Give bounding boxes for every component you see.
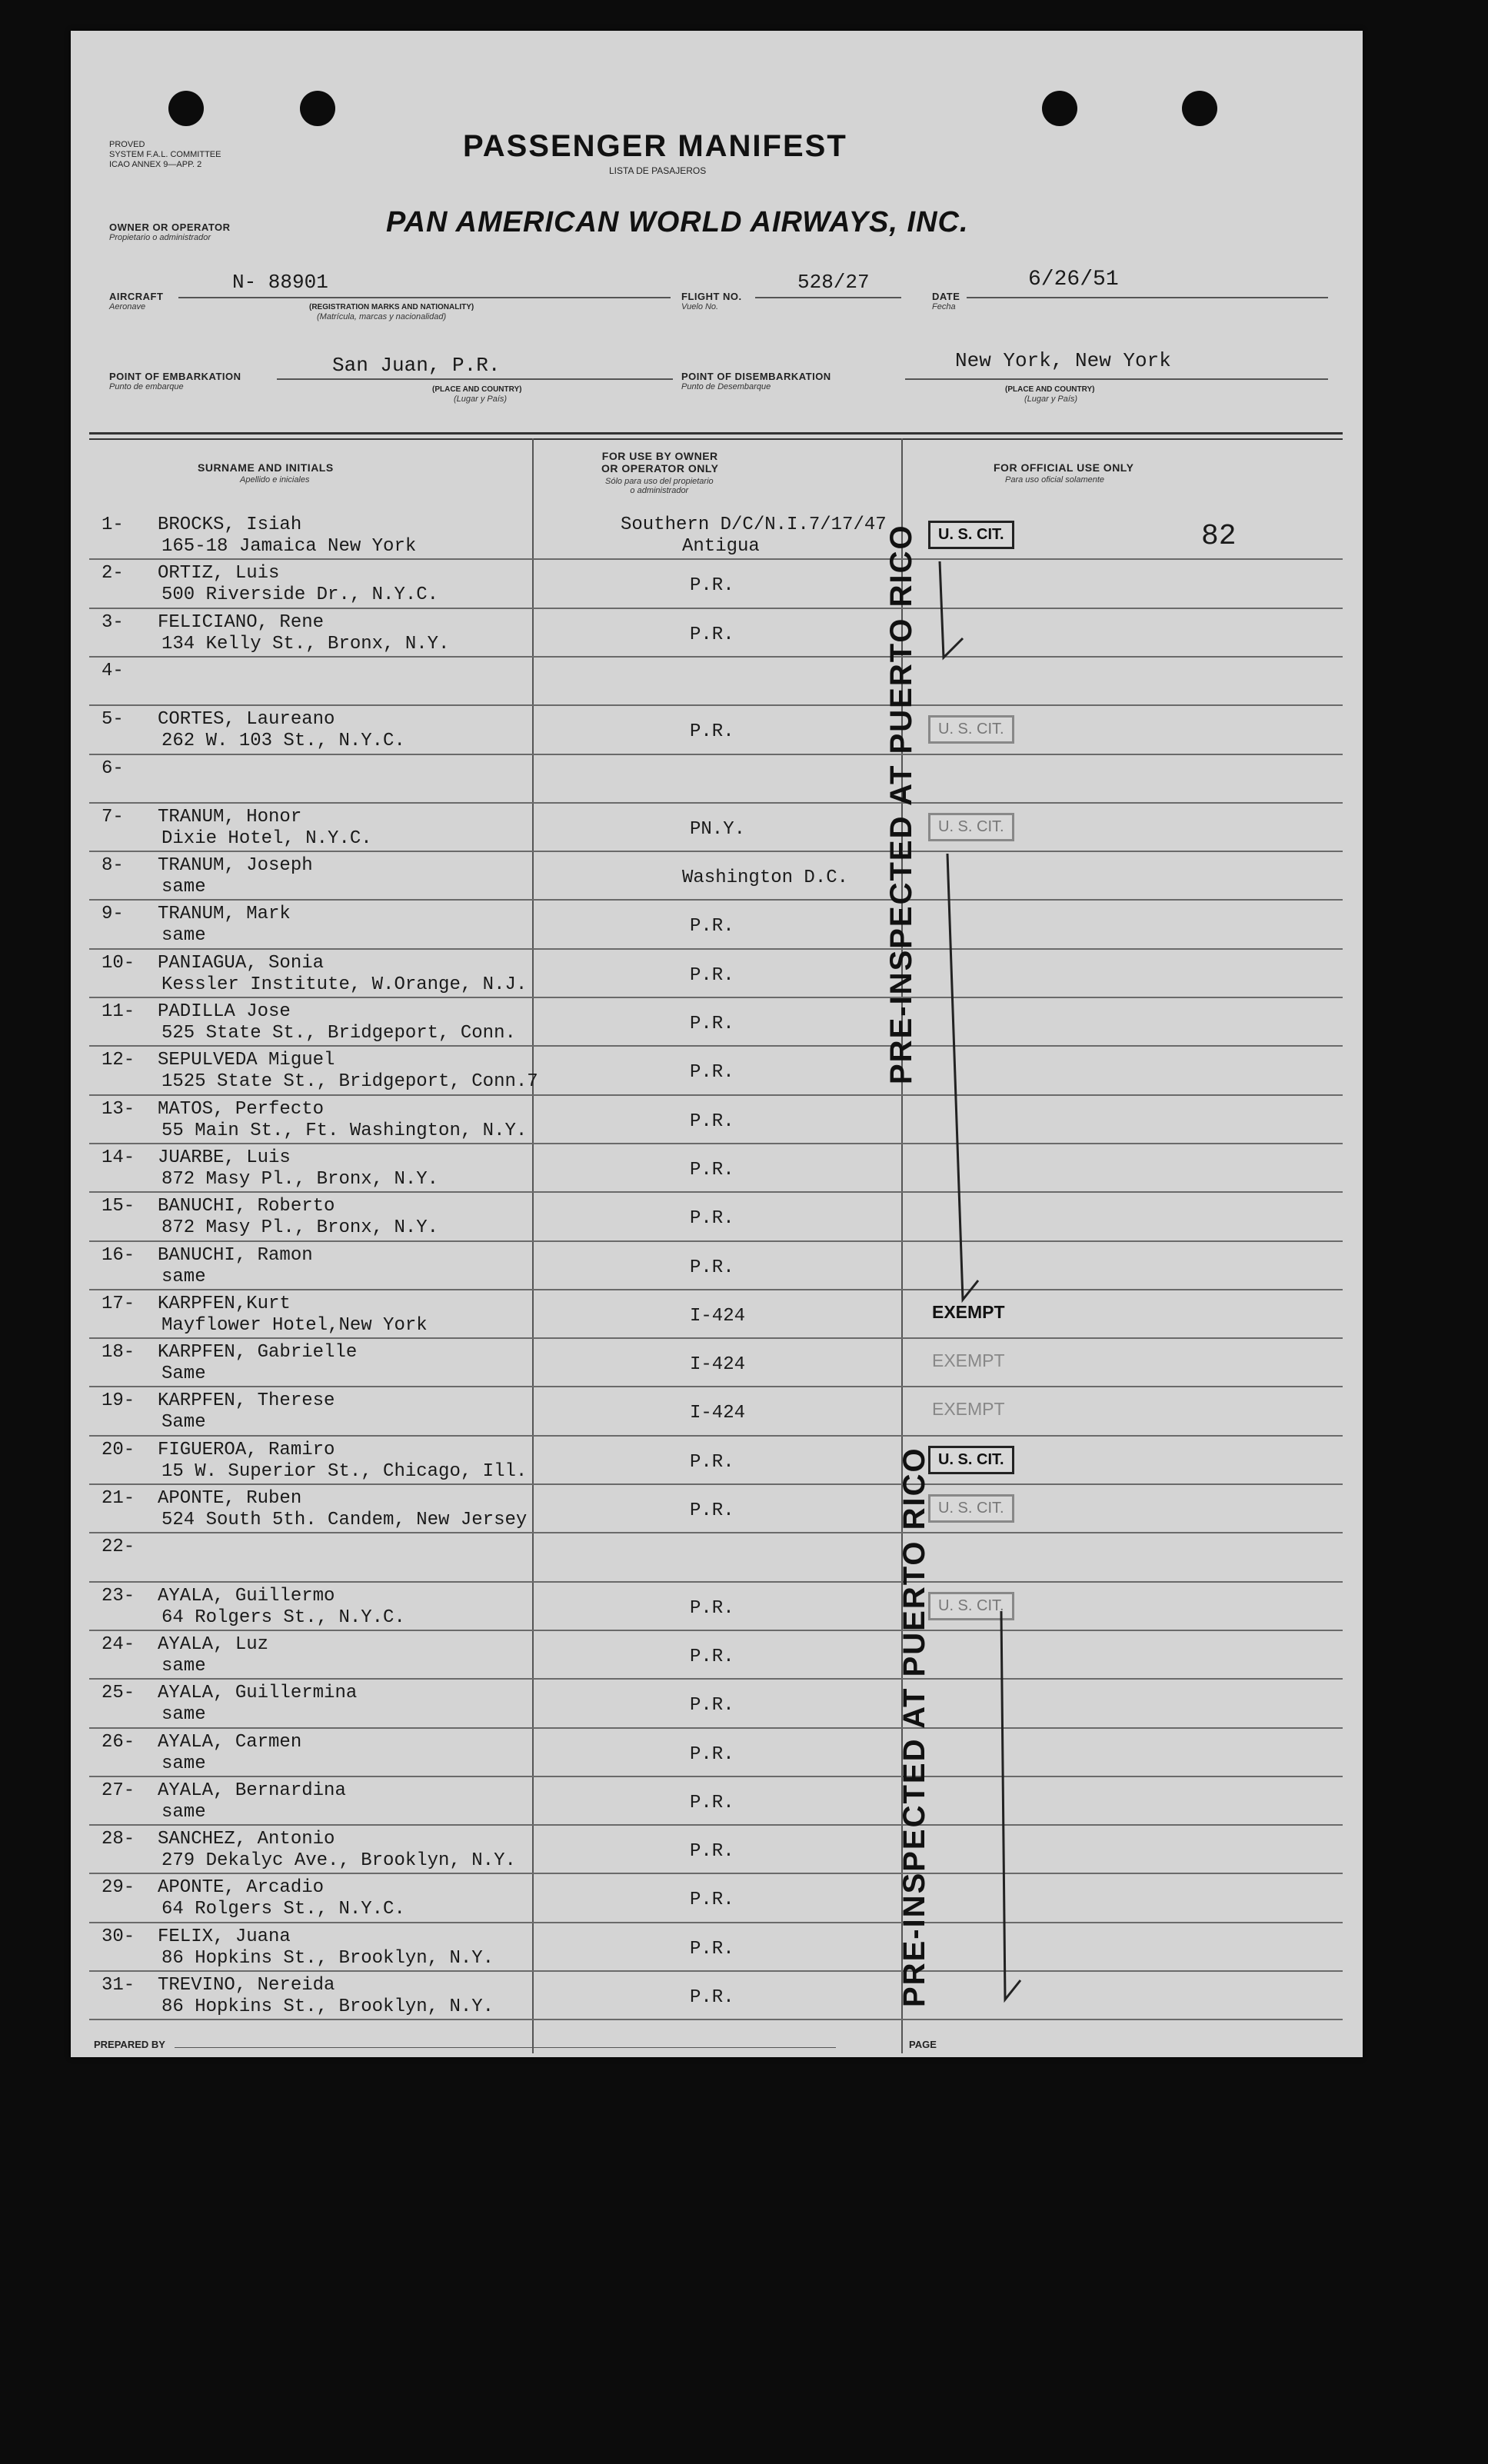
- aircraft-label-es: Aeronave: [109, 302, 146, 311]
- passenger-name: CORTES, Laureano: [158, 709, 335, 731]
- owner-code: P.R.: [690, 721, 734, 743]
- row-number: 3-: [102, 611, 124, 633]
- passenger-address: 64 Rolgers St., N.Y.C.: [161, 1607, 405, 1628]
- manifest-title-es: LISTA DE PASAJEROS: [609, 165, 707, 176]
- official-stamp: EXEMPT: [932, 1301, 1005, 1322]
- embark-label: POINT OF EMBARKATION: [109, 371, 241, 382]
- passenger-address: same: [161, 1753, 206, 1774]
- official-stamp: U. S. CIT.: [928, 521, 1014, 549]
- row-divider: [89, 1873, 1343, 1874]
- row-divider: [89, 754, 1343, 755]
- row-number: 30-: [102, 1926, 135, 1947]
- passenger-name: APONTE, Ruben: [158, 1488, 302, 1509]
- owner-code: P.R.: [690, 1792, 734, 1813]
- passenger-address: 86 Hopkins St., Brooklyn, N.Y.: [161, 1996, 494, 2017]
- passenger-address: 86 Hopkins St., Brooklyn, N.Y.: [161, 1947, 494, 1969]
- owner-code: P.R.: [690, 1695, 734, 1716]
- passenger-name: TRANUM, Honor: [158, 806, 302, 827]
- row-number: 6-: [102, 758, 124, 779]
- passenger-address: same: [161, 1801, 206, 1823]
- col-owner-header: FOR USE BY OWNER OR OPERATOR ONLY: [601, 450, 719, 474]
- owner-code: P.R.: [690, 1987, 734, 2008]
- passenger-name: AYALA, Guillermo: [158, 1585, 335, 1607]
- row-divider: [89, 1678, 1343, 1680]
- embark-value: San Juan, P.R.: [332, 354, 501, 377]
- passenger-address: 525 State St., Bridgeport, Conn.: [161, 1023, 516, 1044]
- official-use-marks: [901, 531, 1055, 2053]
- owner-code: P.R.: [690, 1743, 734, 1765]
- owner-label-es: Propietario o administrador: [109, 233, 211, 242]
- row-divider: [89, 2019, 1343, 2020]
- punch-hole: [168, 91, 204, 126]
- row-number: 13-: [102, 1098, 135, 1120]
- row-number: 22-: [102, 1537, 135, 1558]
- official-count: 82: [1201, 520, 1237, 553]
- passenger-name: FELICIANO, Rene: [158, 611, 325, 633]
- passenger-address: same: [161, 1704, 206, 1726]
- registration-note: (REGISTRATION MARKS AND NATIONALITY): [309, 303, 474, 311]
- row-divider: [89, 1386, 1343, 1387]
- owner-code: P.R.: [690, 1597, 734, 1619]
- row-number: 17-: [102, 1293, 135, 1314]
- passenger-name: FIGUEROA, Ramiro: [158, 1439, 335, 1460]
- row-divider: [89, 851, 1343, 852]
- owner-code: P.R.: [690, 624, 734, 645]
- owner-code: P.R.: [690, 1159, 734, 1180]
- passenger-name: TREVINO, Nereida: [158, 1975, 335, 1996]
- flight-label: FLIGHT NO.: [681, 291, 742, 302]
- owner-code: P.R.: [690, 1110, 734, 1132]
- owner-code: P.R.: [690, 1208, 734, 1230]
- punch-hole: [1042, 91, 1077, 126]
- row-number: 16-: [102, 1244, 135, 1266]
- row-divider: [89, 899, 1343, 901]
- passenger-name: BROCKS, Isiah: [158, 514, 302, 535]
- passenger-address: 262 W. 103 St., N.Y.C.: [161, 731, 405, 752]
- row-divider: [89, 704, 1343, 706]
- manifest-document: [71, 31, 1363, 2057]
- airline-name: PAN AMERICAN WORLD AIRWAYS, INC.: [386, 206, 969, 238]
- owner-code: Antigua: [682, 536, 760, 557]
- row-number: 29-: [102, 1877, 135, 1899]
- page-label: PAGE: [909, 2039, 937, 2050]
- passenger-address: 15 W. Superior St., Chicago, Ill.: [161, 1460, 528, 1482]
- owner-code: Washington D.C.: [682, 867, 849, 889]
- owner-code: P.R.: [690, 1451, 734, 1473]
- col-owner-header-es: Sólo para uso del propietario o administrador: [605, 477, 714, 495]
- preinspected-stamp-bottom: PRE-INSPECTED AT PUERTO RICO: [897, 1447, 931, 2007]
- row-divider: [89, 1045, 1343, 1047]
- row-divider: [89, 1922, 1343, 1923]
- passenger-name: SANCHEZ, Antonio: [158, 1829, 335, 1850]
- passenger-address: 872 Masy Pl., Bronx, N.Y.: [161, 1168, 439, 1190]
- row-number: 11-: [102, 1001, 135, 1022]
- row-number: 4-: [102, 660, 124, 681]
- official-stamp: EXEMPT: [932, 1350, 1005, 1371]
- owner-code: P.R.: [690, 1841, 734, 1863]
- owner-code: I-424: [690, 1403, 746, 1424]
- col-surname-header-es: Apellido e iniciales: [240, 475, 310, 484]
- official-stamp: U. S. CIT.: [928, 813, 1014, 841]
- row-number: 23-: [102, 1585, 135, 1607]
- row-number: 12-: [102, 1050, 135, 1071]
- row-divider: [89, 1581, 1343, 1583]
- aircraft-label: AIRCRAFT: [109, 291, 164, 302]
- row-number: 1-: [102, 514, 124, 535]
- passenger-name: AYALA, Guillermina: [158, 1683, 358, 1704]
- passenger-name: KARPFEN, Therese: [158, 1390, 335, 1412]
- row-number: 27-: [102, 1780, 135, 1801]
- row-divider: [89, 1970, 1343, 1972]
- passenger-address: same: [161, 1655, 206, 1677]
- aircraft-value: N- 88901: [232, 271, 328, 294]
- punch-hole: [1182, 91, 1217, 126]
- row-number: 25-: [102, 1683, 135, 1704]
- passenger-address: 64 Rolgers St., N.Y.C.: [161, 1899, 405, 1920]
- owner-code: P.R.: [690, 575, 734, 597]
- passenger-name: TRANUM, Mark: [158, 904, 291, 925]
- passenger-address: same: [161, 925, 206, 947]
- row-divider: [89, 1240, 1343, 1242]
- passenger-address: Kessler Institute, W.Orange, N.J.: [161, 974, 528, 995]
- date-label: DATE: [932, 291, 960, 302]
- row-divider: [89, 558, 1343, 560]
- row-divider: [89, 948, 1343, 950]
- row-number: 24-: [102, 1633, 135, 1655]
- owner-code: I-424: [690, 1354, 746, 1376]
- passenger-name: KARPFEN,Kurt: [158, 1293, 291, 1314]
- owner-code: P.R.: [690, 1646, 734, 1667]
- passenger-address: Same: [161, 1364, 206, 1385]
- punch-hole: [300, 91, 335, 126]
- row-divider: [89, 802, 1343, 804]
- row-number: 21-: [102, 1488, 135, 1509]
- row-divider: [89, 997, 1343, 998]
- passenger-address: 1525 State St., Bridgeport, Conn.7: [161, 1071, 538, 1093]
- owner-code: PN.Y.: [690, 818, 746, 840]
- passenger-address: same: [161, 1266, 206, 1287]
- passenger-address: Mayflower Hotel,New York: [161, 1314, 428, 1336]
- row-number: 10-: [102, 952, 135, 974]
- passenger-name: AYALA, Luz: [158, 1633, 269, 1655]
- col-official-header: FOR OFFICIAL USE ONLY: [994, 461, 1134, 474]
- col-official-header-es: Para uso oficial solamente: [1005, 475, 1105, 484]
- official-stamp: U. S. CIT.: [928, 715, 1014, 744]
- col-surname-header: SURNAME AND INITIALS: [198, 461, 334, 474]
- row-number: 31-: [102, 1975, 135, 1996]
- passenger-name: KARPFEN, Gabrielle: [158, 1342, 358, 1364]
- passenger-name: APONTE, Arcadio: [158, 1877, 325, 1899]
- owner-code: P.R.: [690, 1890, 734, 1911]
- row-divider: [89, 1824, 1343, 1826]
- row-number: 26-: [102, 1731, 135, 1753]
- row-number: 15-: [102, 1196, 135, 1217]
- row-divider: [89, 1191, 1343, 1193]
- row-number: 19-: [102, 1390, 135, 1412]
- row-divider: [89, 608, 1343, 609]
- registration-note-es: (Matrícula, marcas y nacionalidad): [317, 312, 447, 321]
- passenger-name: ORTIZ, Luis: [158, 563, 280, 584]
- flight-value: 528/27: [797, 271, 870, 294]
- row-divider: [89, 1630, 1343, 1631]
- owner-label: OWNER OR OPERATOR: [109, 221, 231, 233]
- date-value: 6/26/51: [1028, 268, 1119, 291]
- preinspected-stamp-top: PRE-INSPECTED AT PUERTO RICO: [884, 524, 918, 1084]
- owner-code: P.R.: [690, 1938, 734, 1960]
- row-number: 2-: [102, 563, 124, 584]
- passenger-name: BANUCHI, Ramon: [158, 1244, 313, 1266]
- row-number: 14-: [102, 1147, 135, 1168]
- row-number: 8-: [102, 855, 124, 877]
- passenger-address: 134 Kelly St., Bronx, N.Y.: [161, 633, 450, 654]
- official-stamp: U. S. CIT.: [928, 1592, 1014, 1620]
- flight-label-es: Vuelo No.: [681, 302, 719, 311]
- row-divider: [89, 1094, 1343, 1096]
- passenger-address: Same: [161, 1412, 206, 1433]
- official-stamp: U. S. CIT.: [928, 1446, 1014, 1474]
- owner-note: Southern D/C/N.I.7/17/47: [621, 514, 887, 535]
- official-stamp: U. S. CIT.: [928, 1494, 1014, 1523]
- official-stamp: EXEMPT: [932, 1399, 1005, 1420]
- passenger-name: FELIX, Juana: [158, 1926, 291, 1947]
- row-number: 28-: [102, 1829, 135, 1850]
- row-divider: [89, 1776, 1343, 1777]
- prepared-by-label: PREPARED BY: [94, 2039, 165, 2050]
- owner-code: P.R.: [690, 1014, 734, 1034]
- owner-code: P.R.: [690, 1062, 734, 1084]
- row-number: 20-: [102, 1439, 135, 1460]
- passenger-name: TRANUM, Joseph: [158, 855, 313, 877]
- passenger-address: 872 Masy Pl., Bronx, N.Y.: [161, 1217, 439, 1239]
- disembark-label-es: Punto de Desembarque: [681, 382, 771, 391]
- passenger-name: SEPULVEDA Miguel: [158, 1050, 335, 1071]
- disembark-label: POINT OF DISEMBARKATION: [681, 371, 831, 382]
- row-divider: [89, 1337, 1343, 1339]
- row-divider: [89, 1143, 1343, 1144]
- passenger-name: BANUCHI, Roberto: [158, 1196, 335, 1217]
- row-divider: [89, 1289, 1343, 1290]
- row-divider: [89, 656, 1343, 658]
- passenger-address: Dixie Hotel, N.Y.C.: [161, 827, 372, 849]
- date-label-es: Fecha: [932, 302, 956, 311]
- disembark-value: New York, New York: [955, 349, 1171, 372]
- passenger-address: 524 South 5th. Candem, New Jersey: [161, 1510, 528, 1530]
- passenger-name: PANIAGUA, Sonia: [158, 952, 325, 974]
- row-number: 18-: [102, 1342, 135, 1364]
- owner-code: I-424: [690, 1305, 746, 1327]
- owner-code: P.R.: [690, 964, 734, 986]
- passenger-name: JUARBE, Luis: [158, 1147, 291, 1168]
- row-divider: [89, 1727, 1343, 1729]
- row-divider: [89, 1532, 1343, 1533]
- owner-code: P.R.: [690, 1257, 734, 1278]
- row-number: 7-: [102, 806, 124, 827]
- disembark-place-note: (PLACE AND COUNTRY): [1005, 385, 1095, 394]
- passenger-name: AYALA, Bernardina: [158, 1780, 346, 1801]
- owner-code: P.R.: [690, 916, 734, 937]
- embark-place-note-es: (Lugar y País): [454, 395, 508, 404]
- manifest-title: PASSENGER MANIFEST: [463, 129, 847, 163]
- row-divider: [89, 1483, 1343, 1485]
- owner-code: P.R.: [690, 1500, 734, 1521]
- row-number: 5-: [102, 709, 124, 731]
- row-number: 9-: [102, 904, 124, 925]
- embark-label-es: Punto de embarque: [109, 382, 184, 391]
- passenger-address: 55 Main St., Ft. Washington, N.Y.: [161, 1120, 528, 1141]
- approval-note: PROVED SYSTEM F.A.L. COMMITTEE ICAO ANNEX 9—APP. 2: [109, 140, 221, 169]
- passenger-address: same: [161, 877, 206, 898]
- passenger-name: AYALA, Carmen: [158, 1731, 302, 1753]
- embark-place-note: (PLACE AND COUNTRY): [432, 385, 522, 394]
- passenger-name: PADILLA Jose: [158, 1001, 291, 1022]
- passenger-address: 500 Riverside Dr., N.Y.C.: [161, 584, 439, 606]
- passenger-name: MATOS, Perfecto: [158, 1098, 325, 1120]
- passenger-address: 279 Dekalyc Ave., Brooklyn, N.Y.: [161, 1850, 516, 1872]
- disembark-place-note-es: (Lugar y País): [1024, 395, 1078, 404]
- row-divider: [89, 1435, 1343, 1437]
- passenger-address: 165-18 Jamaica New York: [161, 536, 417, 557]
